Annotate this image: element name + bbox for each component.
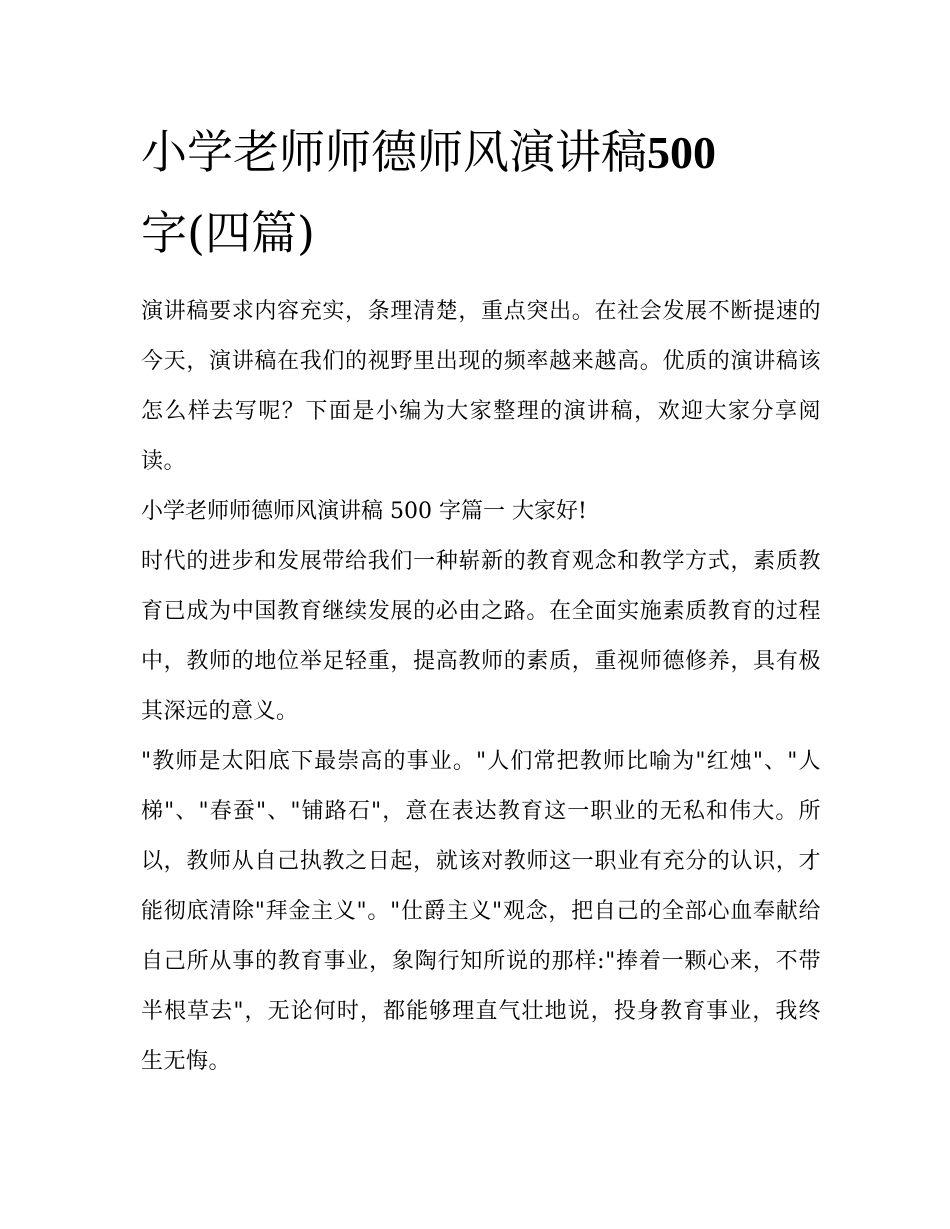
document-page [141,112,821,1087]
title-text: 小学老师师德师风演讲稿 [141,125,647,179]
intro-paragraph: 演讲稿要求内容充实，条理清楚，重点突出。在社会发展不断提速的今天，演讲稿在我们的视野里出现的频率越来越高。优质的演讲稿该怎么样去写呢？下面是小编为大家整理的演讲稿，欢迎大家分享阅读。 [141,299,821,474]
document-title [141,112,821,273]
title-text-line2: 字(四篇) [141,206,315,260]
title-number: 500 [647,127,716,178]
body-paragraph: "教师是太阳底下最崇高的事业。"人们常把教师比喻为"红烛"、"人梯"、"春蚕"、"铺路石"，意在表达教育这一职业的无私和伟大。所以，教师从自己执教之日起，就该对教师这一职业有充分的认识，才能彻底清除"拜金主义"。"仕爵主义"观念，把自己的全部心血奉献给自己所从事的教育事业，象陶行知所说的那样:"捧着一颗心来，不带半根草去"，无论何时，都能够理直气壮地说，投身教育事业，我终生无悔。 [141,749,821,1074]
section-heading: 小学老师师德师风演讲稿 500 字篇一 大家好! [141,499,587,524]
body-paragraph: 时代的进步和发展带给我们一种崭新的教育观念和教学方式，素质教育已成为中国教育继续发展的必由之路。在全面实施素质教育的过程中，教师的地位举足轻重，提高教师的素质，重视师德修养，具有极其深远的意义。 [141,549,821,724]
